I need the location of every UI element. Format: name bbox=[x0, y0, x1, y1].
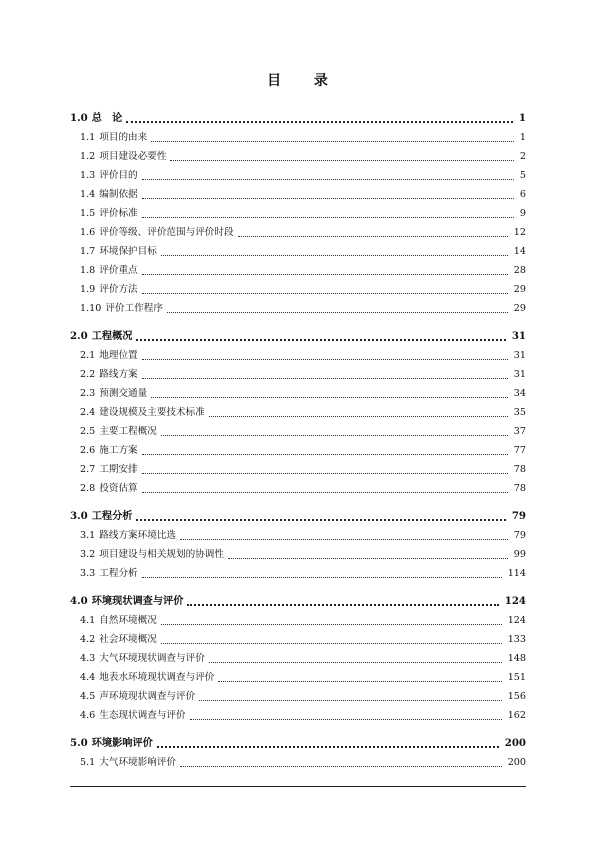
toc-entry-title: 工程分析 bbox=[99, 568, 138, 579]
toc-section-entry bbox=[70, 477, 526, 496]
dot-leader bbox=[228, 558, 508, 559]
toc-entry-number: 4.2 bbox=[80, 634, 96, 645]
dot-leader bbox=[218, 681, 501, 682]
dot-leader bbox=[142, 473, 508, 474]
toc-entry-page-number: 148 bbox=[507, 653, 526, 664]
dot-leader bbox=[142, 454, 508, 455]
toc-entry-page-number: 29 bbox=[513, 303, 526, 314]
dot-leader bbox=[161, 624, 502, 625]
toc-entry-number: 2.6 bbox=[80, 445, 96, 456]
toc-entry-number: 2.7 bbox=[80, 464, 96, 475]
toc-section-entry bbox=[70, 221, 526, 240]
dot-leader bbox=[142, 577, 502, 578]
toc-entry-label bbox=[80, 425, 157, 439]
toc-chapter-entry bbox=[70, 725, 526, 751]
toc-entry-title: 评价目的 bbox=[99, 170, 138, 181]
dot-leader bbox=[199, 700, 501, 701]
toc-entry-label bbox=[70, 737, 153, 751]
toc-entry-number: 1.7 bbox=[80, 246, 96, 257]
toc-entry-page-number: 12 bbox=[513, 227, 526, 238]
toc-entry-number: 4.4 bbox=[80, 672, 96, 683]
toc-entry-page-number: 78 bbox=[513, 483, 526, 494]
dot-leader bbox=[142, 492, 508, 493]
toc-entry-label bbox=[80, 207, 138, 221]
toc-chapter-entry bbox=[70, 318, 526, 344]
toc-entry-label bbox=[80, 150, 166, 164]
toc-entry-page-number: 78 bbox=[513, 464, 526, 475]
footer-rule bbox=[70, 786, 526, 787]
toc-entry-page-number: 37 bbox=[513, 426, 526, 437]
toc-entry-title: 环境保护目标 bbox=[99, 246, 157, 257]
dot-leader bbox=[142, 378, 508, 379]
toc-entry-label bbox=[80, 614, 157, 628]
toc-entry-page-number: 29 bbox=[513, 284, 526, 295]
dot-leader bbox=[142, 179, 514, 180]
dot-leader bbox=[136, 519, 505, 521]
toc-entry-label bbox=[80, 131, 147, 145]
toc-entry-title: 路线方案 bbox=[99, 369, 138, 380]
toc-entry-number: 4.5 bbox=[80, 691, 96, 702]
toc-entry-label bbox=[80, 690, 195, 704]
toc-entry-page-number: 151 bbox=[507, 672, 526, 683]
toc-entry-title: 大气环境影响评价 bbox=[99, 757, 177, 768]
toc-entry-page-number: 31 bbox=[511, 330, 526, 342]
toc-entry-label bbox=[80, 756, 176, 770]
toc-entry-page-number: 35 bbox=[513, 407, 526, 418]
toc-entry-number: 1.4 bbox=[80, 189, 96, 200]
toc-section-entry bbox=[70, 647, 526, 666]
toc-entry-title: 大气环境现状调查与评价 bbox=[99, 653, 205, 664]
toc-entry-number: 3.2 bbox=[80, 549, 96, 560]
toc-entry-title: 项目建设与相关规划的协调性 bbox=[99, 549, 224, 560]
dot-leader bbox=[170, 160, 513, 161]
dot-leader bbox=[238, 236, 508, 237]
toc-entry-label bbox=[80, 567, 138, 581]
dot-leader bbox=[142, 217, 514, 218]
toc-entry-number: 1.5 bbox=[80, 208, 96, 219]
toc-entry-number: 4.6 bbox=[80, 710, 96, 721]
dot-leader bbox=[161, 255, 508, 256]
toc-section-entry bbox=[70, 401, 526, 420]
toc-entry-page-number: 31 bbox=[513, 369, 526, 380]
toc-section-entry bbox=[70, 202, 526, 221]
toc-entry-label bbox=[80, 302, 163, 316]
toc-entry-title: 工程概况 bbox=[91, 330, 133, 342]
toc-entry-number: 1.10 bbox=[80, 303, 102, 314]
toc-section-entry bbox=[70, 524, 526, 543]
toc-entry-number: 2.8 bbox=[80, 483, 96, 494]
toc-entry-title: 生态现状调查与评价 bbox=[99, 710, 186, 721]
toc-entry-number: 4.1 bbox=[80, 615, 96, 626]
toc-entry-title: 环境现状调查与评价 bbox=[91, 595, 184, 607]
toc-section-entry bbox=[70, 297, 526, 316]
toc-chapter-entry bbox=[70, 498, 526, 524]
toc-entry-page-number: 200 bbox=[507, 757, 526, 768]
toc-entry-label bbox=[80, 463, 138, 477]
toc-entry-title: 评价工作程序 bbox=[105, 303, 163, 314]
toc-entry-title: 总 论 bbox=[91, 112, 123, 124]
toc-entry-number: 2.0 bbox=[70, 330, 88, 342]
toc-entry-label bbox=[70, 112, 122, 126]
toc-entry-label bbox=[80, 245, 157, 259]
toc-entry-number: 1.2 bbox=[80, 151, 96, 162]
toc-entry-page-number: 79 bbox=[511, 510, 526, 522]
dot-leader bbox=[142, 198, 514, 199]
toc-entry-page-number: 99 bbox=[513, 549, 526, 560]
toc-section-entry bbox=[70, 126, 526, 145]
toc-entry-page-number: 34 bbox=[513, 388, 526, 399]
toc-section-entry bbox=[70, 458, 526, 477]
toc-entry-label bbox=[80, 387, 147, 401]
toc-entry-page-number: 1 bbox=[518, 112, 526, 124]
toc-entry-number: 2.2 bbox=[80, 369, 96, 380]
dot-leader bbox=[209, 662, 502, 663]
toc-entry-label bbox=[80, 188, 138, 202]
toc-entry-label bbox=[70, 330, 132, 344]
toc-entry-number: 3.3 bbox=[80, 568, 96, 579]
toc-entry-page-number: 14 bbox=[513, 246, 526, 257]
toc-entry-title: 编制依据 bbox=[99, 189, 138, 200]
toc-entry-page-number: 124 bbox=[504, 595, 526, 607]
toc-entry-page-number: 114 bbox=[507, 568, 526, 579]
toc-entry-label bbox=[80, 652, 205, 666]
toc-section-entry bbox=[70, 704, 526, 723]
toc-section-entry bbox=[70, 382, 526, 401]
toc-entry-page-number: 124 bbox=[507, 615, 526, 626]
dot-leader bbox=[209, 416, 508, 417]
toc-section-entry bbox=[70, 439, 526, 458]
page-title: 目 录 bbox=[267, 73, 342, 89]
toc-entry-number: 5.1 bbox=[80, 757, 96, 768]
toc-entry-number: 2.5 bbox=[80, 426, 96, 437]
toc-entry-page-number: 1 bbox=[519, 132, 526, 143]
toc-section-entry bbox=[70, 164, 526, 183]
toc-entry-label bbox=[80, 548, 224, 562]
toc-section-entry bbox=[70, 420, 526, 439]
toc-entry-number: 1.1 bbox=[80, 132, 96, 143]
toc-entry-number: 1.9 bbox=[80, 284, 96, 295]
dot-leader bbox=[151, 141, 514, 142]
toc-entry-page-number: 2 bbox=[519, 151, 526, 162]
toc-entry-label bbox=[80, 482, 138, 496]
toc-entry-label bbox=[80, 368, 138, 382]
toc-entry-page-number: 200 bbox=[504, 737, 526, 749]
toc-entry-label bbox=[80, 283, 138, 297]
toc-entry-title: 项目的由来 bbox=[99, 132, 148, 143]
toc-entry-title: 项目建设必要性 bbox=[99, 151, 167, 162]
toc-entry-title: 投资估算 bbox=[99, 483, 138, 494]
toc-entry-number: 1.3 bbox=[80, 170, 96, 181]
toc-entry-page-number: 77 bbox=[513, 445, 526, 456]
table-of-contents bbox=[70, 100, 526, 770]
toc-section-entry bbox=[70, 666, 526, 685]
toc-entry-title: 声环境现状调查与评价 bbox=[99, 691, 196, 702]
toc-section-entry bbox=[70, 259, 526, 278]
toc-entry-page-number: 79 bbox=[513, 530, 526, 541]
toc-entry-title: 评价重点 bbox=[99, 265, 138, 276]
toc-section-entry bbox=[70, 609, 526, 628]
toc-section-entry bbox=[70, 685, 526, 704]
toc-entry-label bbox=[80, 264, 138, 278]
toc-entry-label bbox=[80, 444, 138, 458]
toc-entry-number: 3.1 bbox=[80, 530, 96, 541]
toc-section-entry bbox=[70, 628, 526, 647]
toc-entry-title: 社会环境概况 bbox=[99, 634, 157, 645]
dot-leader bbox=[142, 274, 508, 275]
toc-entry-page-number: 5 bbox=[519, 170, 526, 181]
dot-leader bbox=[142, 293, 508, 294]
dot-leader bbox=[180, 766, 502, 767]
dot-leader bbox=[126, 121, 513, 123]
toc-entry-number: 1.8 bbox=[80, 265, 96, 276]
toc-section-entry bbox=[70, 278, 526, 297]
toc-entry-label bbox=[80, 633, 157, 647]
dot-leader bbox=[157, 746, 499, 748]
toc-entry-page-number: 31 bbox=[513, 350, 526, 361]
toc-entry-number: 2.4 bbox=[80, 407, 96, 418]
toc-entry-number: 2.3 bbox=[80, 388, 96, 399]
toc-entry-page-number: 28 bbox=[513, 265, 526, 276]
toc-entry-label bbox=[80, 671, 214, 685]
toc-entry-number: 2.1 bbox=[80, 350, 96, 361]
toc-entry-label bbox=[80, 349, 138, 363]
toc-entry-page-number: 6 bbox=[519, 189, 526, 200]
dot-leader bbox=[142, 359, 508, 360]
dot-leader bbox=[161, 643, 502, 644]
dot-leader bbox=[161, 435, 508, 436]
toc-entry-page-number: 133 bbox=[507, 634, 526, 645]
toc-section-entry bbox=[70, 543, 526, 562]
dot-leader bbox=[136, 339, 505, 341]
dot-leader bbox=[180, 539, 508, 540]
toc-entry-number: 4.3 bbox=[80, 653, 96, 664]
toc-entry-label bbox=[80, 226, 234, 240]
toc-entry-label bbox=[70, 595, 183, 609]
toc-section-entry bbox=[70, 751, 526, 770]
toc-entry-title: 主要工程概况 bbox=[99, 426, 157, 437]
dot-leader bbox=[187, 604, 498, 606]
toc-entry-label bbox=[80, 169, 138, 183]
toc-section-entry bbox=[70, 562, 526, 581]
toc-entry-title: 自然环境概况 bbox=[99, 615, 157, 626]
toc-entry-label bbox=[80, 529, 176, 543]
toc-chapter-entry bbox=[70, 583, 526, 609]
toc-entry-title: 工程分析 bbox=[91, 510, 133, 522]
toc-section-entry bbox=[70, 183, 526, 202]
toc-entry-number: 1.6 bbox=[80, 227, 96, 238]
toc-entry-number: 3.0 bbox=[70, 510, 88, 522]
toc-entry-number: 4.0 bbox=[70, 595, 88, 607]
toc-entry-label bbox=[70, 510, 132, 524]
toc-entry-label bbox=[80, 709, 186, 723]
dot-leader bbox=[167, 312, 508, 313]
toc-entry-title: 地理位置 bbox=[99, 350, 138, 361]
toc-section-entry bbox=[70, 240, 526, 259]
toc-entry-page-number: 9 bbox=[519, 208, 526, 219]
toc-entry-title: 评价标准 bbox=[99, 208, 138, 219]
toc-entry-title: 预测交通量 bbox=[99, 388, 148, 399]
toc-entry-number: 5.0 bbox=[70, 737, 88, 749]
toc-entry-title: 环境影响评价 bbox=[91, 737, 153, 749]
toc-section-entry bbox=[70, 145, 526, 164]
toc-entry-title: 路线方案环境比选 bbox=[99, 530, 177, 541]
toc-entry-label bbox=[80, 406, 205, 420]
toc-section-entry bbox=[70, 344, 526, 363]
toc-entry-title: 评价方法 bbox=[99, 284, 138, 295]
dot-leader bbox=[190, 719, 502, 720]
toc-entry-title: 地表水环境现状调查与评价 bbox=[99, 672, 215, 683]
toc-entry-page-number: 162 bbox=[507, 710, 526, 721]
toc-entry-title: 评价等级、评价范围与评价时段 bbox=[99, 227, 234, 238]
toc-entry-title: 施工方案 bbox=[99, 445, 138, 456]
toc-section-entry bbox=[70, 363, 526, 382]
toc-chapter-entry bbox=[70, 100, 526, 126]
toc-entry-page-number: 156 bbox=[507, 691, 526, 702]
toc-entry-title: 建设规模及主要技术标准 bbox=[99, 407, 205, 418]
toc-entry-title: 工期安排 bbox=[99, 464, 138, 475]
toc-entry-number: 1.0 bbox=[70, 112, 88, 124]
dot-leader bbox=[151, 397, 508, 398]
